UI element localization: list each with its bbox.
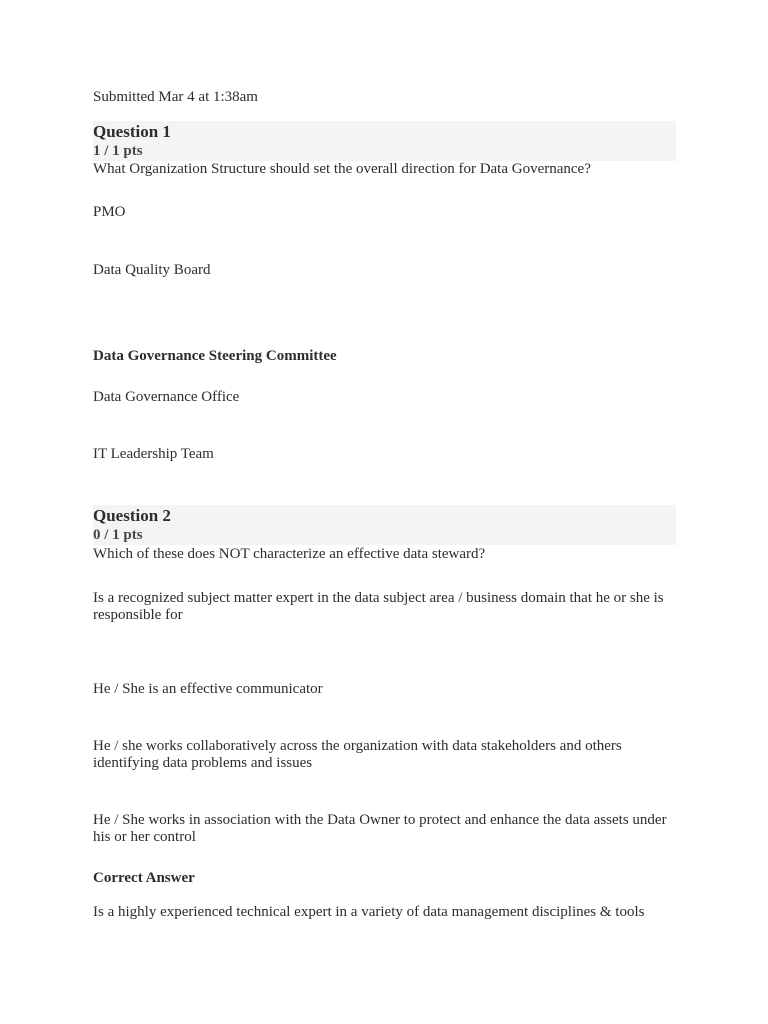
question-1-answer-dq-board: Data Quality Board (93, 262, 211, 278)
question-1-answer-steering-committee: Data Governance Steering Committee (93, 348, 337, 364)
correct-answer-label: Correct Answer (93, 870, 195, 886)
question-2-answer-communicator: He / She is an effective communicator (93, 681, 323, 697)
correct-answer-text: Is a highly experienced technical expert in a variety of data management disciplines & tools (93, 904, 645, 920)
question-2-answer-data-owner: He / She works in association with the Data Owner to protect and enhance the data assets under his or her control (93, 812, 667, 845)
question-1-prompt: What Organization Structure should set the overall direction for Data Governance? (93, 161, 591, 177)
question-2-answer-subject-expert: Is a recognized subject matter expert in the data subject area / business domain that he or she is responsible for (93, 590, 664, 623)
question-1-title: Question 1 (93, 122, 171, 141)
question-2-answer-collaborative: He / she works collaboratively across the organization with data stakeholders and others identifying data problems and issues (93, 738, 622, 771)
question-1-header (93, 121, 676, 161)
question-2-title: Question 2 (93, 506, 171, 525)
question-2-points: 0 / 1 pts (93, 527, 143, 543)
question-2-prompt: Which of these does NOT characterize an effective data steward? (93, 546, 486, 562)
question-1-answer-it-leadership: IT Leadership Team (93, 446, 214, 462)
question-1-answer-dg-office: Data Governance Office (93, 389, 240, 405)
question-1-points: 1 / 1 pts (93, 143, 143, 159)
question-1-answer-pmo: PMO (93, 204, 126, 220)
question-2-header (93, 505, 676, 545)
submission-timestamp: Submitted Mar 4 at 1:38am (93, 89, 258, 105)
